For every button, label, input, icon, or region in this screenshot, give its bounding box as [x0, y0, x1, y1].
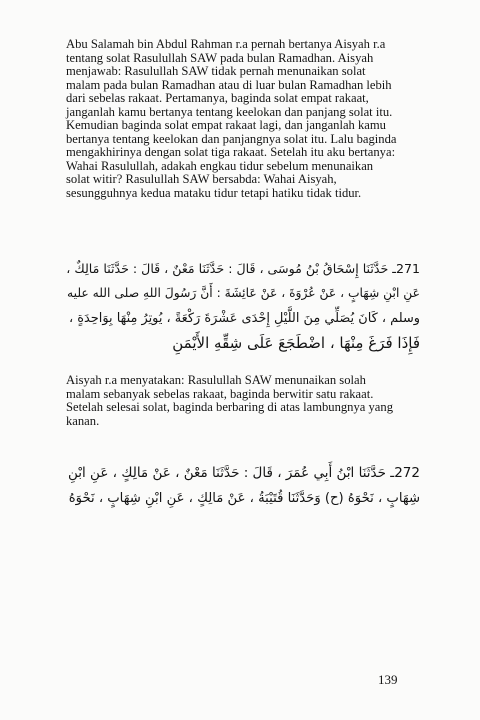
text-line: Wahai Rasulullah, adakah engkau tidur sebelum menunaikan: [66, 158, 374, 173]
text-line: Abu Salamah bin Abdul Rahman r.a pernah bertanya Aisyah r.a: [66, 37, 386, 51]
page-number: 139: [378, 672, 398, 687]
arabic-line: وسلم ، كَانَ يُصَلِّي مِنَ اللَّيْلِ إِحْدَى عَشْرَةَ رَكْعَةً ، يُوتِرُ مِنْهَا بِوَاحِدَةٍ ،: [69, 311, 420, 326]
text-line: tentang solat Rasulullah SAW pada bulan Ramadhan. Aisyah: [66, 50, 374, 65]
arabic-line: شِهَابٍ ، نَحْوَهُ (ح) وَحَدَّثَنَا قُتَيْبَةُ ، عَنْ مَالِكٍ ، عَنِ ابْنِ شِهَابٍ ، نَحْوَهُ: [68, 491, 420, 506]
text-line: janganlah kamu bertanya tentang keelokan dan panjang solat itu.: [66, 104, 393, 119]
arabic-line: 272ـ حَدَّثَنَا ابْنُ أَبِي عُمَرَ ، قَالَ : حَدَّثَنَا مَعْنٌ ، عَنْ مَالِكٍ ، عَنِ ابْنِ: [67, 465, 420, 481]
text-line: kanan.: [66, 413, 100, 428]
arabic-line: عَنِ ابْنِ شِهَابٍ ، عَنْ عُرْوَةَ ، عَنْ عَائِشَةَ : أَنَّ رَسُولَ اللهِ صلى الله عليه: [67, 286, 420, 300]
arabic-hadith-271: [62, 256, 420, 356]
text-line: malam pada bulan Ramadhan atau di luar bulan Ramadhan lebih: [66, 77, 392, 92]
translation-paragraph-1: [66, 38, 420, 200]
text-line: malam sebanyak sebelas rakaat, baginda berwitir satu rakaat.: [66, 386, 374, 401]
text-line: dari sebelas rakaat. Pertamanya, baginda solat empat rakaat,: [66, 91, 369, 105]
arabic-hadith-272: [62, 461, 420, 511]
arabic-line: 271ـ حَدَّثَنَا إِسْحَاقُ بْنُ مُوسَى ، قَالَ : حَدَّثَنَا مَعْنٌ ، قَالَ : حَدَّثَنَا مَالِكٌ ،: [66, 261, 420, 276]
text-line: sesungguhnya kedua mataku tidur tetapi hatiku tidak tidur.: [66, 185, 362, 200]
text-line: bertanya tentang keelokan dan panjangnya solat itu. Lalu baginda: [66, 131, 397, 146]
arabic-line: فَإِذَا فَرَغَ مِنْهَا ، اضْطَجَعَ عَلَى شِقِّهِ الأَيْمَنِ: [172, 334, 420, 352]
text-line: menjawab: Rasulullah SAW tidak pernah menunaikan solat: [66, 64, 366, 78]
text-line: Kemudian baginda solat empat rakaat lagi, dan janganlah kamu: [66, 118, 386, 132]
text-line: Aisyah r.a menyatakan: Rasulullah SAW menunaikan solah: [66, 373, 366, 387]
translation-paragraph-2: [66, 374, 420, 428]
text-line: solat witir? Rasulullah SAW bersabda: Wahai Aisyah,: [66, 172, 337, 186]
text-line: Setelah selesai solat, baginda berbaring di atas lambungnya yang: [66, 400, 393, 414]
text-line: mengakhirinya dengan solat tiga rakaat. Setelah itu aku bertanya:: [66, 145, 396, 159]
